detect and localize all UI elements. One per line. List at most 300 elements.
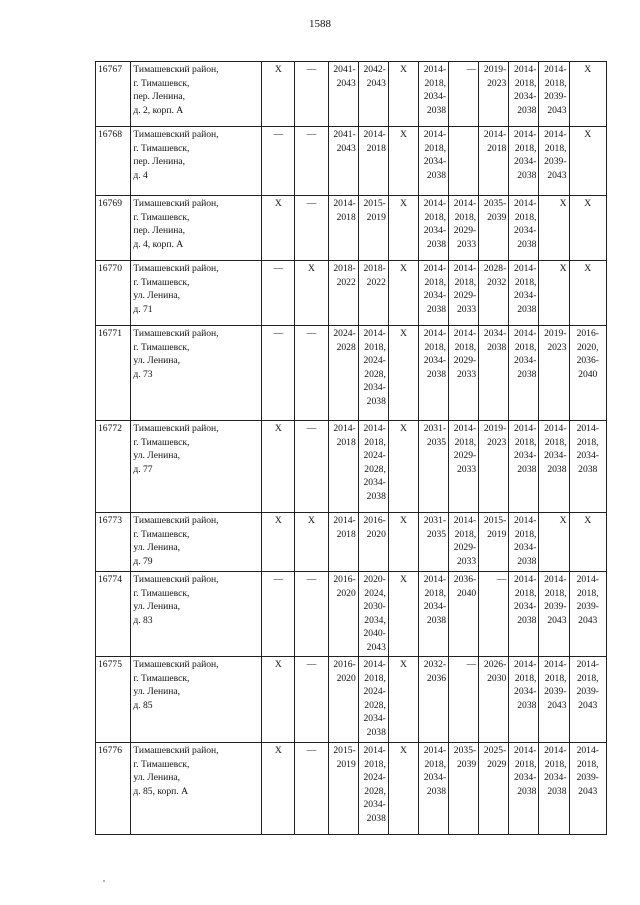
schedule-value: 2038 xyxy=(426,104,447,116)
schedule-value: X xyxy=(584,263,592,274)
schedule-value: 2014- xyxy=(453,198,477,209)
schedule-cell xyxy=(262,657,295,743)
address-line: г. Тимашевск, xyxy=(133,436,190,448)
schedule-value: 2018, xyxy=(454,211,477,223)
schedule-value: X xyxy=(399,515,407,526)
schedule-value: 2014- xyxy=(423,129,447,140)
schedule-value: 2018, xyxy=(364,758,386,770)
address-line: Тимашевский район, xyxy=(133,659,219,670)
address-line: д. 2, корп. А xyxy=(133,104,184,116)
schedule-value: 2036- xyxy=(453,574,477,585)
schedule-value: 2018, xyxy=(424,211,447,223)
schedule-cell xyxy=(358,421,388,513)
schedule-value: 2038 xyxy=(366,490,386,502)
schedule-value: 2038 xyxy=(366,726,386,738)
schedule-value: 2043 xyxy=(547,169,567,181)
schedule-cell xyxy=(358,196,388,261)
schedule-cell xyxy=(328,421,358,513)
schedule-value: 2018, xyxy=(544,587,567,599)
schedule-cell xyxy=(509,513,539,572)
schedule-value: 2014- xyxy=(514,64,537,75)
schedule-cell xyxy=(358,513,388,572)
schedule-value: 2014- xyxy=(514,745,537,756)
schedule-value: 2028, xyxy=(364,785,386,797)
schedule-value: 2024- xyxy=(363,772,386,784)
schedule-value: 2018, xyxy=(544,436,567,448)
schedule-value: X xyxy=(559,515,567,526)
schedule-value: X xyxy=(399,328,407,339)
schedule-value: — xyxy=(273,574,284,585)
schedule-value: 2022 xyxy=(336,276,356,288)
address-line: ул. Ленина, xyxy=(133,601,181,613)
housing-registry-table xyxy=(95,61,607,835)
schedule-value: 2014- xyxy=(423,263,447,274)
schedule-value: 2034- xyxy=(423,355,447,367)
schedule-value: X xyxy=(274,515,282,526)
address-line: ул. Ленина, xyxy=(133,772,181,784)
schedule-value: — xyxy=(306,423,317,434)
schedule-value: 2035 xyxy=(426,436,447,448)
address-line: ул. Ленина, xyxy=(133,686,181,698)
schedule-value: 2038 xyxy=(426,614,447,626)
schedule-cell xyxy=(509,127,539,196)
schedule-value: 2018, xyxy=(514,142,537,154)
schedule-value: 2014- xyxy=(514,423,537,434)
schedule-cell xyxy=(479,326,509,421)
schedule-cell xyxy=(418,572,448,657)
schedule-value: 2018 xyxy=(336,436,356,448)
address-line: д. 85 xyxy=(133,699,153,711)
schedule-cell xyxy=(449,572,479,657)
schedule-value: 2034- xyxy=(514,450,537,462)
schedule-cell xyxy=(388,743,418,835)
schedule-value: 2028, xyxy=(364,368,386,380)
schedule-value: 2014- xyxy=(514,263,537,274)
table-row xyxy=(96,572,607,657)
table-row xyxy=(96,421,607,513)
schedule-value: 2018, xyxy=(364,436,386,448)
schedule-cell xyxy=(295,743,328,835)
address-line: ул. Ленина, xyxy=(133,290,181,302)
schedule-value: 2039- xyxy=(544,601,567,613)
schedule-value: X xyxy=(308,515,315,526)
schedule-cell xyxy=(539,513,569,572)
schedule-value: 2038 xyxy=(366,395,386,407)
schedule-value: 2028- xyxy=(483,263,507,274)
schedule-value: X xyxy=(399,198,407,209)
schedule-value: 2018 xyxy=(336,528,356,540)
schedule-value: — xyxy=(273,129,284,140)
schedule-cell xyxy=(388,657,418,743)
schedule-cell xyxy=(479,127,509,196)
schedule-value: 2034- xyxy=(423,290,447,302)
schedule-cell xyxy=(418,326,448,421)
schedule-value: 2018, xyxy=(514,211,537,223)
schedule-value: 2038 xyxy=(426,169,447,181)
address-line: д. 71 xyxy=(133,303,153,315)
schedule-value: 2018 xyxy=(487,142,507,154)
schedule-cell xyxy=(539,326,569,421)
schedule-value: 2032- xyxy=(423,659,447,670)
schedule-value: — xyxy=(306,129,317,140)
address-line: Тимашевский район, xyxy=(133,574,219,585)
schedule-value: 2014- xyxy=(544,574,567,585)
schedule-cell xyxy=(388,127,418,196)
record-number: 16772 xyxy=(96,421,131,513)
schedule-value: 2043 xyxy=(366,641,386,653)
schedule-cell xyxy=(479,572,509,657)
schedule-value: 2016- xyxy=(333,574,356,585)
schedule-value: X xyxy=(274,423,282,434)
schedule-cell xyxy=(358,326,388,421)
address-cell xyxy=(131,127,262,196)
schedule-value: 2034- xyxy=(423,772,447,784)
schedule-value: 2014- xyxy=(514,129,537,140)
schedule-cell xyxy=(509,196,539,261)
schedule-cell xyxy=(539,127,569,196)
schedule-value: 2018, xyxy=(544,758,567,770)
schedule-value: — xyxy=(496,574,507,585)
schedule-value: 2014- xyxy=(576,659,599,670)
schedule-cell xyxy=(328,513,358,572)
schedule-value: 2018, xyxy=(544,77,567,89)
schedule-cell xyxy=(539,572,569,657)
schedule-value: 2038 xyxy=(517,303,537,315)
schedule-value: 2019- xyxy=(483,64,507,75)
schedule-cell xyxy=(262,421,295,513)
schedule-value: 2038 xyxy=(578,463,598,475)
schedule-value: 2018, xyxy=(454,436,477,448)
schedule-value: 2014- xyxy=(453,423,477,434)
address-line: г. Тимашевск, xyxy=(133,142,190,154)
schedule-value: 2038 xyxy=(517,785,537,797)
address-line: г. Тимашевск, xyxy=(133,211,190,223)
schedule-cell xyxy=(449,196,479,261)
address-line: г. Тимашевск, xyxy=(133,341,190,353)
schedule-cell xyxy=(479,743,509,835)
schedule-value: 2034, xyxy=(364,614,386,626)
schedule-value: 2034- xyxy=(363,799,386,811)
schedule-value: 2018 xyxy=(366,142,386,154)
schedule-cell xyxy=(358,127,388,196)
schedule-value: 2014- xyxy=(423,64,447,75)
address-cell xyxy=(131,196,262,261)
schedule-value: 2018- xyxy=(333,263,356,274)
schedule-value: 2041- xyxy=(333,129,356,140)
schedule-value: 2032 xyxy=(487,276,507,288)
schedule-value: 2030 xyxy=(487,672,507,684)
address-cell xyxy=(131,62,262,127)
schedule-value: X xyxy=(308,263,315,274)
schedule-value: 2018, xyxy=(424,341,447,353)
schedule-value: 2018, xyxy=(424,587,447,599)
schedule-value: 2019 xyxy=(336,758,356,770)
schedule-value: 2034- xyxy=(514,91,537,103)
schedule-cell xyxy=(388,572,418,657)
schedule-value: 2018, xyxy=(544,672,567,684)
schedule-cell xyxy=(295,261,328,326)
schedule-value: 2039- xyxy=(576,686,599,698)
address-line: д. 83 xyxy=(133,614,153,626)
schedule-value: 2018, xyxy=(424,758,447,770)
address-line: Тимашевский район, xyxy=(133,263,219,274)
address-line: Тимашевский район, xyxy=(133,745,219,756)
address-cell xyxy=(131,657,262,743)
schedule-value: 2041- xyxy=(333,64,356,75)
schedule-value: 2038 xyxy=(426,303,447,315)
address-line: д. 85, корп. А xyxy=(133,785,189,797)
schedule-cell xyxy=(388,62,418,127)
schedule-value: 2014- xyxy=(333,198,356,209)
schedule-cell xyxy=(328,743,358,835)
address-line: ул. Ленина, xyxy=(133,355,181,367)
schedule-value: X xyxy=(559,198,567,209)
schedule-value: 2034- xyxy=(576,450,599,462)
schedule-value: 2018 xyxy=(336,211,356,223)
schedule-value: 2019 xyxy=(366,211,386,223)
schedule-value: 2014- xyxy=(363,129,386,140)
schedule-value: 2038 xyxy=(517,699,537,711)
schedule-value: 2014- xyxy=(576,423,599,434)
schedule-value: 2014- xyxy=(453,515,477,526)
schedule-value: 2043 xyxy=(547,614,567,626)
schedule-cell xyxy=(295,196,328,261)
schedule-value: 2034- xyxy=(514,686,537,698)
schedule-value: 2040- xyxy=(363,628,386,640)
schedule-cell xyxy=(569,196,606,261)
address-line: пер. Ленина, xyxy=(133,156,186,168)
schedule-value: 2018, xyxy=(454,528,477,540)
schedule-cell xyxy=(295,62,328,127)
schedule-value: 2014- xyxy=(423,574,447,585)
schedule-value: 2014- xyxy=(544,64,567,75)
schedule-value: 2034- xyxy=(514,355,537,367)
schedule-value: 2038 xyxy=(426,238,447,250)
schedule-cell xyxy=(509,421,539,513)
record-number: 16776 xyxy=(96,743,131,835)
address-cell xyxy=(131,513,262,572)
schedule-cell xyxy=(539,743,569,835)
schedule-value: 2043 xyxy=(547,699,567,711)
schedule-value: 2016- xyxy=(333,659,356,670)
schedule-value: 2020 xyxy=(336,587,356,599)
schedule-cell xyxy=(295,127,328,196)
address-line: д. 4 xyxy=(133,169,148,181)
schedule-cell xyxy=(262,326,295,421)
schedule-value: 2038 xyxy=(547,785,567,797)
schedule-value: 2015- xyxy=(333,745,356,756)
schedule-cell xyxy=(479,62,509,127)
schedule-value: X xyxy=(584,64,592,75)
schedule-cell xyxy=(449,326,479,421)
address-line: г. Тимашевск, xyxy=(133,758,190,770)
schedule-value: 2019- xyxy=(483,423,507,434)
schedule-cell xyxy=(358,572,388,657)
schedule-cell xyxy=(358,261,388,326)
schedule-cell xyxy=(262,127,295,196)
schedule-value: 2034- xyxy=(514,225,537,237)
record-number: 16768 xyxy=(96,127,131,196)
schedule-value: 2038 xyxy=(517,104,537,116)
table-row xyxy=(96,196,607,261)
schedule-value: 2038 xyxy=(517,463,537,475)
schedule-cell xyxy=(479,421,509,513)
schedule-value: 2034- xyxy=(514,290,537,302)
schedule-value: 2016- xyxy=(576,328,599,339)
schedule-cell xyxy=(569,572,606,657)
schedule-value: 2014- xyxy=(363,745,386,756)
schedule-value: X xyxy=(274,198,282,209)
schedule-value: 2018, xyxy=(364,672,386,684)
schedule-cell xyxy=(449,127,479,196)
schedule-cell xyxy=(569,127,606,196)
schedule-value: 2029- xyxy=(453,450,477,462)
schedule-value: 2018, xyxy=(514,587,537,599)
record-number: 16774 xyxy=(96,572,131,657)
schedule-value: 2038 xyxy=(426,368,447,380)
schedule-value: 2014- xyxy=(453,328,477,339)
schedule-value: X xyxy=(399,423,407,434)
schedule-value: 2018, xyxy=(514,758,537,770)
schedule-value: 2038 xyxy=(517,169,537,181)
address-line: г. Тимашевск, xyxy=(133,672,190,684)
schedule-value: 2015- xyxy=(483,515,507,526)
schedule-value: 2014- xyxy=(576,745,599,756)
address-line: д. 73 xyxy=(133,368,153,380)
schedule-value: 2018, xyxy=(514,276,537,288)
schedule-value: — xyxy=(306,328,317,339)
schedule-value: — xyxy=(273,263,284,274)
schedule-cell xyxy=(328,572,358,657)
address-line: Тимашевский район, xyxy=(133,198,219,209)
schedule-value: 2043 xyxy=(336,77,356,89)
address-line: Тимашевский район, xyxy=(133,129,219,140)
schedule-cell xyxy=(418,743,448,835)
address-line: г. Тимашевск, xyxy=(133,587,190,599)
page-number: 1588 xyxy=(309,18,331,30)
schedule-value: — xyxy=(306,64,317,75)
address-cell xyxy=(131,421,262,513)
schedule-value: 2034- xyxy=(423,225,447,237)
schedule-value: 2039 xyxy=(487,211,507,223)
schedule-cell xyxy=(328,326,358,421)
schedule-cell xyxy=(449,421,479,513)
record-number: 16770 xyxy=(96,261,131,326)
schedule-value: 2022 xyxy=(366,276,386,288)
schedule-cell xyxy=(569,62,606,127)
address-line: д. 77 xyxy=(133,463,153,475)
schedule-value: 2038 xyxy=(426,785,447,797)
schedule-cell xyxy=(328,62,358,127)
schedule-value: 2028, xyxy=(364,463,386,475)
schedule-cell xyxy=(388,421,418,513)
schedule-value: 2034- xyxy=(363,713,386,725)
schedule-value: 2029- xyxy=(453,225,477,237)
schedule-value: 2024- xyxy=(363,450,386,462)
schedule-value: — xyxy=(466,64,477,75)
address-line: ул. Ленина, xyxy=(133,450,181,462)
schedule-value: 2020, xyxy=(576,341,599,353)
schedule-value: 2034- xyxy=(514,156,537,168)
schedule-value: 2029 xyxy=(487,758,507,770)
schedule-value: 2014- xyxy=(423,328,447,339)
schedule-cell xyxy=(539,196,569,261)
schedule-value: 2014- xyxy=(514,328,537,339)
schedule-value: 2031- xyxy=(423,515,447,526)
address-line: г. Тимашевск, xyxy=(133,77,190,89)
schedule-cell xyxy=(509,62,539,127)
schedule-value: 2014- xyxy=(363,328,386,339)
schedule-cell xyxy=(569,657,606,743)
schedule-value: 2043 xyxy=(547,104,567,116)
schedule-cell xyxy=(509,261,539,326)
schedule-cell xyxy=(358,743,388,835)
schedule-value: 2043 xyxy=(578,699,598,711)
schedule-value: X xyxy=(399,263,407,274)
schedule-value: 2014- xyxy=(333,423,356,434)
schedule-value: 2038 xyxy=(517,368,537,380)
schedule-cell xyxy=(388,326,418,421)
schedule-cell xyxy=(449,743,479,835)
schedule-cell xyxy=(418,657,448,743)
record-number: 16775 xyxy=(96,657,131,743)
schedule-cell xyxy=(388,261,418,326)
schedule-cell xyxy=(569,421,606,513)
schedule-cell xyxy=(479,513,509,572)
schedule-value: 2024, xyxy=(364,587,386,599)
schedule-value: 2038 xyxy=(517,614,537,626)
schedule-value: 2014- xyxy=(483,129,507,140)
schedule-cell xyxy=(479,261,509,326)
schedule-cell xyxy=(449,513,479,572)
schedule-value: 2014- xyxy=(544,423,567,434)
schedule-value: 2038 xyxy=(487,341,507,353)
schedule-value: 2020 xyxy=(336,672,356,684)
schedule-value: 2018, xyxy=(576,672,599,684)
schedule-cell xyxy=(295,326,328,421)
schedule-value: X xyxy=(399,64,407,75)
schedule-cell xyxy=(539,261,569,326)
schedule-value: 2016- xyxy=(363,515,386,526)
address-cell xyxy=(131,326,262,421)
schedule-cell xyxy=(449,62,479,127)
address-line: г. Тимашевск, xyxy=(133,276,190,288)
schedule-value: X xyxy=(559,263,567,274)
schedule-cell xyxy=(418,196,448,261)
schedule-value: 2034- xyxy=(363,382,386,394)
schedule-value: 2024- xyxy=(363,686,386,698)
schedule-cell xyxy=(328,657,358,743)
schedule-value: X xyxy=(584,129,592,140)
schedule-value: — xyxy=(306,574,317,585)
schedule-value: X xyxy=(399,659,407,670)
address-line: г. Тимашевск, xyxy=(133,528,190,540)
schedule-value: 2014- xyxy=(423,198,447,209)
schedule-value: 2018, xyxy=(514,436,537,448)
schedule-cell xyxy=(449,657,479,743)
schedule-cell xyxy=(509,657,539,743)
schedule-value: 2018, xyxy=(576,587,599,599)
schedule-value: 2043 xyxy=(366,77,386,89)
schedule-value: X xyxy=(584,515,592,526)
schedule-cell xyxy=(328,196,358,261)
schedule-value: X xyxy=(274,745,282,756)
schedule-cell xyxy=(509,572,539,657)
schedule-cell xyxy=(509,326,539,421)
schedule-value: X xyxy=(399,745,407,756)
schedule-value: 2039 xyxy=(457,758,477,770)
schedule-value: X xyxy=(399,129,407,140)
